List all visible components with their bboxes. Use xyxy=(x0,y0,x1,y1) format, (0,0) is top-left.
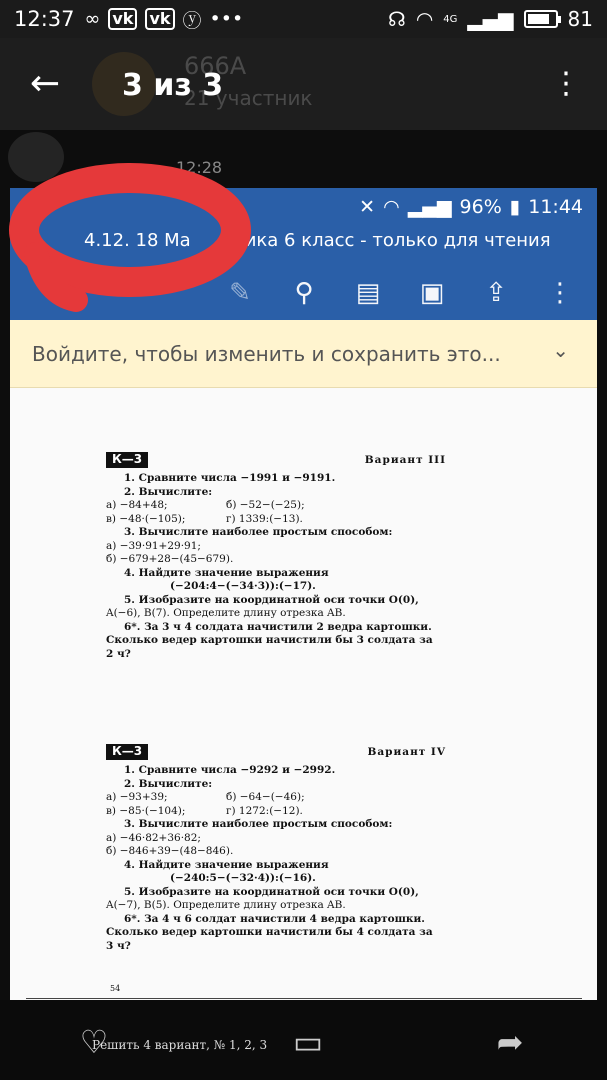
photo-caption: Решить 4 вариант, № 1, 2, 3 xyxy=(92,1038,268,1052)
task-2c: в) −85·(−104); xyxy=(106,804,186,817)
task-3a: а) −39·91+29·91; xyxy=(106,539,201,552)
red-scribble xyxy=(6,154,254,314)
network-label: 4G xyxy=(443,13,458,25)
test-tag: К—3 xyxy=(106,452,148,468)
task-2: 2. Вычислите: xyxy=(124,777,213,790)
task-3b: б) −846+39−(48−846). xyxy=(106,845,234,857)
more-icon: ••• xyxy=(209,8,244,30)
task-2d: г) 1339:(−13). xyxy=(226,512,303,525)
y-icon: ⓨ xyxy=(182,9,202,32)
task-6c: 2 ч? xyxy=(106,647,131,660)
status-bar xyxy=(0,0,607,38)
task-3b: б) −679+28−(45−679). xyxy=(106,553,234,565)
document-title-end: ика 6 класс - только для чтения xyxy=(244,230,551,251)
inner-battery: 96% xyxy=(459,196,502,218)
task-1: 1. Сравните числа −9292 и −2992. xyxy=(124,764,336,776)
signal-icon: ▂▄▆ xyxy=(407,196,452,218)
task-5b: A(−6), B(7). Определите длину отрезка AB. xyxy=(106,607,346,619)
heart-icon[interactable]: ♡ xyxy=(79,1023,109,1061)
page-number: 54 xyxy=(110,984,121,993)
task-2b: б) −64−(−46); xyxy=(226,791,305,803)
battery-icon: ▮ xyxy=(509,196,521,218)
task-4-expr: (−204:4−(−34·3)):(−17). xyxy=(170,580,316,592)
photo-viewer-header xyxy=(0,38,607,130)
document-title-start: 4.12. 18 Ma xyxy=(84,230,191,251)
task-2: 2. Вычислите: xyxy=(124,485,213,498)
wifi-icon: ◠ xyxy=(415,7,434,31)
task-2c: в) −48·(−105); xyxy=(106,512,186,525)
task-6b: Сколько ведер картошки начистили бы 3 солдата за xyxy=(106,634,433,646)
photo-counter: 3 из 3 xyxy=(122,68,224,103)
wifi-icon: ◠ xyxy=(383,196,400,218)
task-3: 3. Вычислите наиболее простым способом: xyxy=(124,818,393,830)
reader-icon: ▤ xyxy=(355,278,381,308)
task-4: 4. Найдите значение выражения xyxy=(124,858,329,871)
test-tag: К—3 xyxy=(106,744,148,760)
task-5: 5. Изобразите на координатной оси точки O(0), xyxy=(124,885,419,898)
mute-icon: ✕ xyxy=(359,196,376,218)
clock: 12:37 xyxy=(14,7,75,31)
divider xyxy=(26,998,582,999)
task-2d: г) 1272:(−12). xyxy=(226,804,303,817)
pencil-icon: ✎ xyxy=(229,278,251,308)
task-4: 4. Найдите значение выражения xyxy=(124,566,329,579)
battery-percent: 81 xyxy=(567,7,593,31)
task-2a: а) −84+48; xyxy=(106,499,168,511)
save-icon: ▣ xyxy=(419,278,445,308)
task-2a: а) −93+39; xyxy=(106,791,168,803)
more-icon: ⋮ xyxy=(547,278,573,308)
signin-banner xyxy=(10,320,597,388)
back-arrow-icon[interactable]: ← xyxy=(30,63,61,104)
share-icon[interactable]: ➦ xyxy=(496,1023,524,1061)
headphones-icon: ☊ xyxy=(388,7,406,31)
task-6: 6*. За 3 ч 4 солдата начистили 2 ведра картошки. xyxy=(124,620,432,633)
share-icon: ⇪ xyxy=(485,278,507,308)
signal-icon: ▂▄▆ xyxy=(467,7,514,31)
document-page xyxy=(10,388,597,1000)
task-2b: б) −52−(−25); xyxy=(226,499,305,511)
task-4-expr: (−240:5−(−32·4)):(−16). xyxy=(170,872,316,884)
variant-3 xyxy=(106,452,446,712)
infinity-icon: ∞ xyxy=(84,8,101,30)
task-5b: A(−7), B(5). Определите длину отрезка AB. xyxy=(106,899,346,911)
variant-name: Вариант IV xyxy=(367,746,446,758)
signin-banner-text: Войдите, чтобы изменить и сохранить это... xyxy=(32,341,501,366)
vk-icon: vk xyxy=(108,8,137,30)
task-3: 3. Вычислите наиболее простым способом: xyxy=(124,526,393,538)
task-3a: а) −46·82+36·82; xyxy=(106,831,201,844)
bottom-action-bar xyxy=(0,1000,607,1080)
task-6b: Сколько ведер картошки начистили бы 4 солдата за xyxy=(106,926,433,938)
chat-name: 666A xyxy=(184,52,247,80)
inner-time: 11:44 xyxy=(528,196,583,218)
chevron-down-icon: ⌄ xyxy=(552,338,569,362)
search-icon: ⚲ xyxy=(294,278,314,308)
task-6: 6*. За 4 ч 6 солдат начистили 4 ведра картошки. xyxy=(124,912,425,925)
message-time: 12:28 xyxy=(176,158,223,177)
chat-members: 21 участник xyxy=(184,86,313,110)
battery-icon xyxy=(524,10,558,28)
vk-icon: vk xyxy=(145,8,174,30)
comment-icon[interactable]: ▭ xyxy=(292,1023,324,1061)
task-5: 5. Изобразите на координатной оси точки O(0), xyxy=(124,593,419,606)
task-1: 1. Сравните числа −1991 и −9191. xyxy=(124,472,336,484)
more-menu-icon[interactable]: ⋮ xyxy=(551,66,581,101)
variant-name: Вариант III xyxy=(364,454,446,466)
variant-4 xyxy=(106,744,446,984)
task-6c: 3 ч? xyxy=(106,939,131,952)
